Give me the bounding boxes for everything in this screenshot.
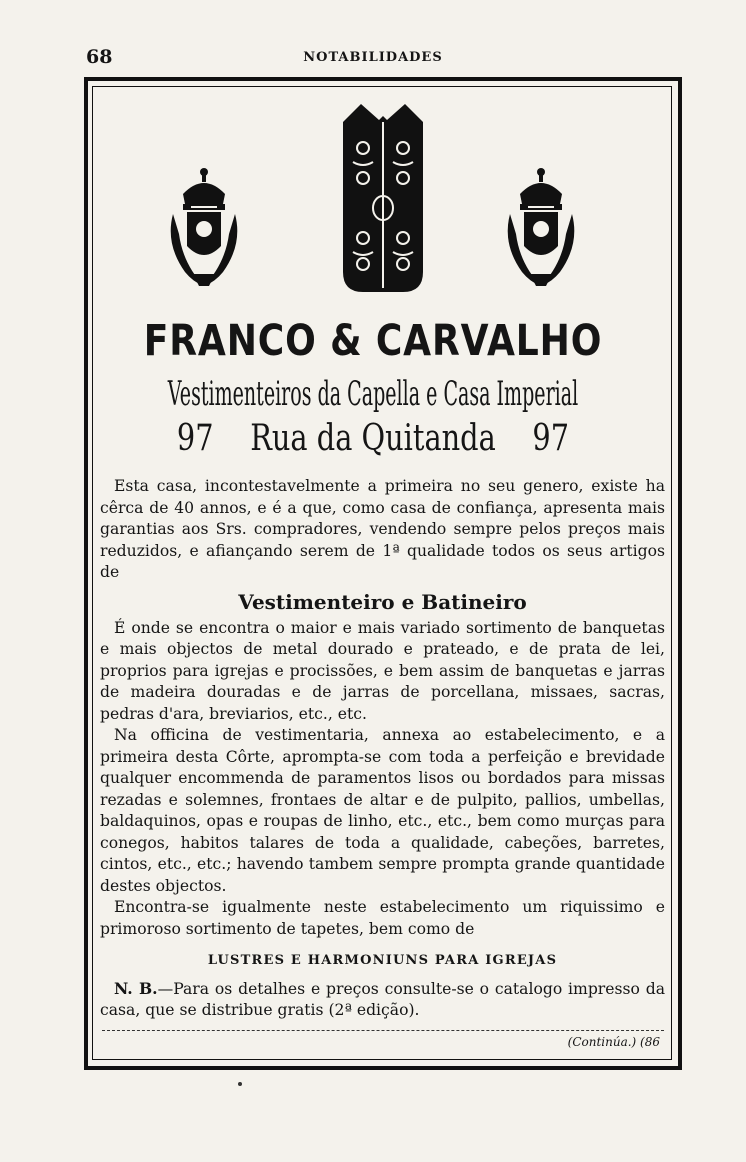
running-title: NOTABILIDADES bbox=[303, 50, 443, 65]
nb-text: —Para os detalhes e preços consulte-se o catalogo impresso da casa, que se distribue gratis (2ª edição). bbox=[100, 979, 665, 1019]
section-heading: Vestimenteiro e Batineiro bbox=[238, 589, 527, 614]
address-number-left: 97 bbox=[176, 418, 214, 459]
paragraph-intro: Esta casa, incontestavelmente a primeira no seu genero, existe ha cêrca de 40 annos, e é a que, como casa de confiança, apresenta mais garantias aos Srs. compradores, vendendo sempre pelos preços mais reduzidos, e afiançando serem de 1ª qualidade todos os seus artigos de bbox=[100, 477, 665, 581]
address-number-right: 97 bbox=[532, 418, 570, 459]
imperial-crest-icon bbox=[500, 164, 582, 294]
ink-speck bbox=[238, 1082, 242, 1086]
page-number: 68 bbox=[86, 46, 113, 68]
paragraph-tapetes: Encontra-se igualmente neste estabelecimento um riquissimo e primoroso sortimento de tapetes, bem como de bbox=[100, 898, 665, 938]
embroidered-stole-icon bbox=[333, 102, 433, 294]
advert-body bbox=[100, 476, 665, 1022]
nota-bene bbox=[100, 978, 665, 1022]
firm-address bbox=[75, 418, 672, 459]
firm-subtitle: Vestimenteiros da Capella e Casa Imperial bbox=[167, 374, 579, 414]
address-street: Rua da Quitanda bbox=[250, 418, 496, 459]
imperial-crest-icon bbox=[163, 164, 245, 294]
caps-line: LUSTRES E HARMONIUNS PARA IGREJAS bbox=[207, 953, 558, 968]
footer-rule bbox=[102, 1030, 664, 1031]
emblem-row bbox=[0, 96, 746, 306]
paragraph-officina: Na officina de vestimentaria, annexa ao estabelecimento, e a primeira desta Côrte, apromptа-se com toda a perfeição e brevidade qualquer encommenda de paramentos lisos ou bordados para missas rezadas e solemnes, frontaes de altar e de pulpito, pallios, umbellas, baldaquinos, opas e roupas de linho, etc., etc., bem como murças para conegos, habitos talares de toda a qualidade, cabeções, barretes, cintos, etc., etc.; havendo tambem sempre prompta grande quantidade destes objectos. bbox=[100, 726, 665, 895]
continua-note: (Continúa.) (86 bbox=[567, 1035, 660, 1049]
paragraph-sortimento: É onde se encontra o maior e mais variado sortimento de banquetas e mais objectos de metal dourado e prateado, e de prata de lei, proprios para igrejas e procissões, e bem assim de banquetas e jarras de madeira douradas e de jarras de porcellana, missaes, sacras, pedras d'ara, breviarios, etc., etc. bbox=[100, 618, 665, 723]
firm-name: FRANCO & CARVALHO bbox=[143, 316, 603, 366]
nb-label: N. B. bbox=[114, 978, 158, 998]
